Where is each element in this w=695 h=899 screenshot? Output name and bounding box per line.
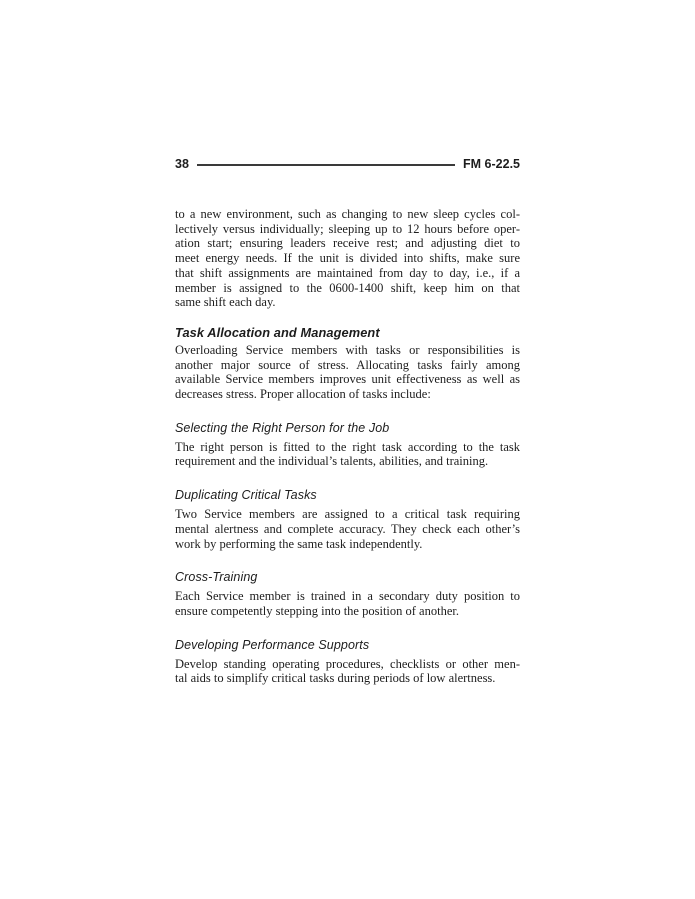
intro-paragraph (175, 207, 520, 310)
text-line: another major source of stress. Allocating tasks fairly among (175, 357, 520, 372)
text-line: Each Service member is trained in a secondary duty position to (175, 589, 520, 604)
subsection-heading-duplicating-critical-tasks: Duplicating Critical Tasks (175, 488, 317, 503)
doc-id: FM 6-22.5 (463, 157, 520, 171)
text-line: that shift assignments are maintained from day to day, i.e., if a (175, 265, 520, 280)
text-line: Overloading Service members with tasks or responsibilities is (175, 342, 520, 357)
section-paragraph (175, 657, 520, 686)
text-line: to a new environment, such as changing to new sleep cycles col- (175, 207, 520, 221)
text-line: mental alertness and complete accuracy. They check each other’s (175, 521, 520, 536)
subsection-heading-developing-performance-supports: Developing Performance Supports (175, 637, 370, 652)
text-line: work by performing the same task independently. (175, 536, 423, 551)
text-line: tal aids to simplify critical tasks during periods of low alertness. (175, 671, 496, 686)
section-paragraph (175, 440, 520, 469)
text-line: lectively versus individually; sleeping up to 12 hours before oper- (175, 221, 520, 236)
text-line: same shift each day. (175, 295, 276, 310)
text-line: ation start; ensuring leaders receive rest; and adjusting diet to (175, 236, 520, 251)
section-paragraph (175, 589, 520, 618)
text-line: member is assigned to the 0600-1400 shift, keep him on that (175, 280, 520, 295)
text-line: The right person is fitted to the right task according to the task (175, 439, 520, 454)
text-line: available Service members improves unit effectiveness as well as (175, 372, 520, 387)
page-number: 38 (175, 157, 189, 171)
page-header (175, 157, 520, 172)
text-line: requirement and the individual’s talents, abilities, and training. (175, 454, 489, 469)
section-heading-task-allocation: Task Allocation and Management (175, 324, 380, 340)
page-content (175, 207, 520, 686)
section-paragraph (175, 343, 520, 402)
text-line: Develop standing operating procedures, checklists or other men- (175, 656, 520, 671)
text-line: ensure competently stepping into the position of another. (175, 603, 459, 618)
subsection-heading-cross-training: Cross-Training (175, 570, 258, 585)
text-line: Two Service members are assigned to a critical task requiring (175, 507, 520, 522)
text-line: decreases stress. Proper allocation of tasks include: (175, 387, 431, 402)
header-rule (197, 164, 455, 166)
text-line: meet energy needs. If the unit is divided into shifts, make sure (175, 251, 520, 266)
section-paragraph (175, 507, 520, 551)
subsection-heading-selecting-right-person: Selecting the Right Person for the Job (175, 420, 390, 435)
